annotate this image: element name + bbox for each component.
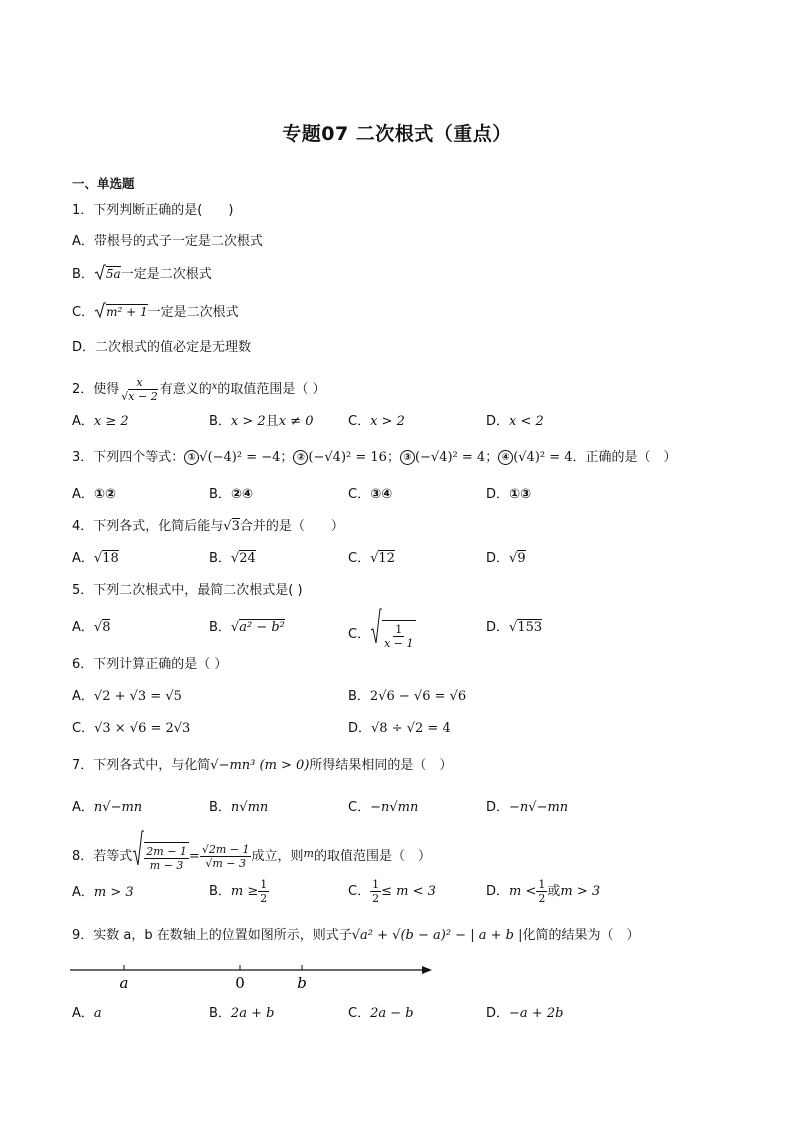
radicand: 8 [102,620,111,635]
q1-option-c[interactable] [72,302,239,323]
option-label: D． [486,487,510,502]
q8-option-a[interactable] [72,885,134,901]
q7-option-d[interactable] [486,800,568,816]
fraction-numerator: x [136,376,143,389]
label-b: b [297,974,307,992]
radicand: a² − b² [239,620,285,635]
option-label: D． [486,620,510,635]
q3-eq-1: √(−4)² = −4 [199,450,281,465]
separator: ； [485,450,499,465]
fraction-numerator: √2m − 1 [201,843,250,856]
option-expr: a [93,1006,102,1021]
fraction-denominator: √x − 2 [121,390,158,403]
option-label: B． [209,487,231,502]
q5-stem: 5．下列二次根式中，最简二次根式是( ) [72,583,303,598]
option-label: D． [486,414,510,429]
circled-2: ② [293,450,308,465]
q6-option-b[interactable] [348,689,466,705]
option-label: D． [486,800,510,815]
q7-stem-pre: 7．下列各式中，与化简 [72,758,211,773]
sqrt-radical [132,830,144,883]
option-expr: √3 × √6 = 2√3 [94,721,191,736]
option-label: B． [72,267,94,282]
q9-stem [72,928,639,944]
option-and: 且 [265,414,279,429]
q2-stem [72,374,326,403]
q1-c-text: 一定是二次根式 [147,305,239,320]
option-label: C． [348,884,371,899]
q7-option-c[interactable] [348,800,418,816]
q9-stem-expr: √a² + √(b − a)² − | a + b | [351,928,523,943]
q9-stem-pre: 9．实数 a，b 在数轴上的位置如图所示，则式子 [72,928,352,943]
option-label: B． [209,414,231,429]
q8-option-b[interactable] [209,872,269,912]
q2-option-a[interactable] [72,414,129,430]
q4-stem-sqrt: √3 [223,519,240,534]
q4-option-a[interactable]: A．√18 [72,551,119,566]
number-line-arrow [422,966,432,974]
q4-stem-pre: 4．下列各式，化简后能与 [72,519,224,534]
option-label: B． [209,800,231,815]
q3-option-d[interactable] [486,487,531,503]
page-title: 专题07 二次根式（重点） [282,123,512,145]
option-expr: ≤ m < 3 [381,884,436,899]
radicand: 9 [517,551,526,566]
option-label: A． [72,800,94,815]
fraction-numerator: 1 [372,878,380,891]
q2-stem-post: 的取值范围是（ ） [217,382,326,397]
q2-fraction [119,376,159,403]
option-value: ①② [93,487,116,502]
option-expr: x > 2 [370,414,405,429]
option-value: ③④ [370,487,393,502]
q1-stem: 1．下列判断正确的是( ) [72,203,234,218]
q5-option-d[interactable]: D．√153 [486,620,543,635]
q7-stem-expr: √−mn³ (m > 0) [210,758,310,773]
q4-option-b[interactable]: B．√24 [209,551,256,566]
half-fraction [258,878,269,905]
q6-option-a[interactable] [72,689,182,705]
q7-stem [72,758,452,774]
q2-option-c[interactable] [348,414,405,430]
option-expr: x < 2 [509,414,544,429]
q1-option-d[interactable]: D．二次根式的值必定是无理数 [72,340,252,355]
option-label: D． [486,884,510,899]
sqrt-radical [94,264,106,285]
q3-stem-post: ．正确的是（ ） [572,450,677,465]
q8-fraction-1 [144,842,189,872]
label-a: a [119,974,129,992]
q3-stem-pre: 3．下列四个等式： [72,450,185,465]
option-label: C． [348,800,371,815]
q9-option-d[interactable] [486,1006,563,1022]
radicand: 153 [517,620,543,635]
option-label: C． [348,1006,371,1021]
q8-var: m [303,847,314,860]
option-expr: n√−mn [93,800,143,815]
q5-c-fraction [382,620,415,650]
option-expr: n√mn [230,800,269,815]
radicand: 24 [239,551,256,566]
option-expr: 2a + b [230,1006,275,1021]
label-zero: 0 [235,974,245,992]
option-expr-2: m > 3 [560,884,601,899]
option-expr: x > 2 [230,414,266,429]
option-expr: √2 + √3 = √5 [93,689,182,704]
option-expr: −n√mn [370,800,419,815]
q2-var: x [211,381,218,392]
option-value: ①③ [509,487,532,502]
q3-eq-3: (−√4)² = 4 [414,450,486,465]
option-label: B． [209,620,231,635]
q6-option-c[interactable] [72,721,190,737]
q6-option-d[interactable] [348,721,451,737]
q3-option-a[interactable] [72,487,116,503]
option-label: B． [209,884,231,899]
number-line [70,960,440,996]
denominator-expr: x − 2 [128,390,158,403]
option-label: D． [486,551,510,566]
q8-option-c[interactable] [348,872,436,912]
q2-stem-pre: 2．使得 [72,382,120,397]
radicand: 18 [102,551,119,566]
option-label: B． [209,1006,231,1021]
half-fraction [370,878,381,905]
q3-stem [72,450,677,466]
q8-stem-pre: 8．若等式 [72,849,133,864]
sqrt-radical [370,608,382,661]
q7-option-a[interactable] [72,800,142,816]
q1-option-b[interactable] [72,264,212,285]
option-expr: √8 ÷ √2 = 4 [371,721,451,736]
sqrt-radical [94,302,106,323]
fraction-denominator: m − 3 [149,858,184,872]
fraction-denominator: 2 [538,892,546,905]
q9-stem-post: 化简的结果为（ ） [522,928,640,943]
option-value: ②④ [230,487,253,502]
q1-b-text: 一定是二次根式 [120,267,212,282]
q5-option-b[interactable]: B．√a² − b² [209,620,285,635]
q4-option-d[interactable]: D．√9 [486,551,526,566]
q2-option-b[interactable] [209,414,313,430]
option-label: C． [72,305,95,320]
fraction-numerator: 1 [395,622,403,636]
separator: ； [280,450,294,465]
option-expr: m < [509,884,537,899]
option-expr: m > 3 [93,885,134,900]
q4-stem [72,519,344,535]
fraction-denominator: 2 [372,892,380,905]
option-label: A． [72,414,94,429]
option-label: A． [72,885,94,900]
q1-option-a[interactable]: A．带根号的式子一定是二次根式 [72,234,263,249]
q1-b-expr: 5a [105,267,121,281]
q5-option-c[interactable] [348,608,416,661]
fraction-numerator: 1 [538,878,546,891]
fraction-denominator: √m − 3 [205,857,246,870]
fraction-denominator: x − 1 [384,636,414,650]
q6-stem: 6．下列计算正确的是（ ） [72,657,228,672]
option-label: A． [72,1006,94,1021]
option-label: C． [348,551,371,566]
option-or: 或 [547,884,561,899]
circled-4: ④ [498,450,513,465]
option-label: A． [72,487,94,502]
q3-eq-2: (−√4)² = 16 [308,450,387,465]
option-label: B． [348,689,370,704]
option-expr: −a + 2b [509,1006,564,1021]
q3-eq-4: (√4)² = 4 [513,450,573,465]
option-label: C． [348,627,371,642]
option-label: D． [348,721,372,736]
option-label: C． [348,414,371,429]
radicand: 12 [378,551,395,566]
q8-stem-post: 的取值范围是（ ） [313,849,431,864]
option-label: C． [72,721,95,736]
section-heading: 一、单选题 [72,176,135,191]
fraction-numerator: 2m − 1 [146,844,187,858]
q8-fraction-2 [200,843,252,870]
option-label: A． [72,551,94,566]
q3-option-c[interactable] [348,487,392,503]
option-expr-2: x ≠ 0 [278,414,314,429]
q4-stem-post: 合并的是（ ） [239,519,344,534]
option-label: B． [209,551,231,566]
option-label: A． [72,689,94,704]
half-fraction [536,878,547,905]
equals-sign: = [188,849,200,864]
option-expr: x ≥ 2 [93,414,129,429]
q7-option-b[interactable] [209,800,268,816]
option-label: A． [72,620,94,635]
q8-option-d[interactable] [486,872,600,912]
q2-stem-mid: 有意义的 [159,382,212,397]
q8-stem-mid: 成立，则 [251,849,304,864]
option-label: C． [348,487,371,502]
q4-option-c[interactable]: C．√12 [348,551,395,566]
q2-option-d[interactable] [486,414,544,430]
fraction-denominator: 2 [260,892,268,905]
q7-stem-post: 所得结果相同的是（ ） [309,758,453,773]
q5-option-a[interactable]: A．√8 [72,620,111,635]
option-expr: 2√6 − √6 = √6 [369,689,467,704]
radicand: 3 [231,519,240,534]
q9-option-a[interactable] [72,1006,102,1022]
option-label: D． [486,1006,510,1021]
option-expr: m ≥ [230,884,259,899]
option-expr: −n√−mn [509,800,569,815]
separator: ； [386,450,400,465]
fraction-numerator: 1 [260,878,268,891]
q9-option-c[interactable] [348,1006,414,1022]
circled-3: ③ [400,450,415,465]
q3-option-b[interactable] [209,487,253,503]
q1-c-expr: m² + 1 [106,305,148,319]
circled-1: ① [184,450,199,465]
q9-option-b[interactable] [209,1006,274,1022]
option-expr: 2a − b [370,1006,414,1021]
